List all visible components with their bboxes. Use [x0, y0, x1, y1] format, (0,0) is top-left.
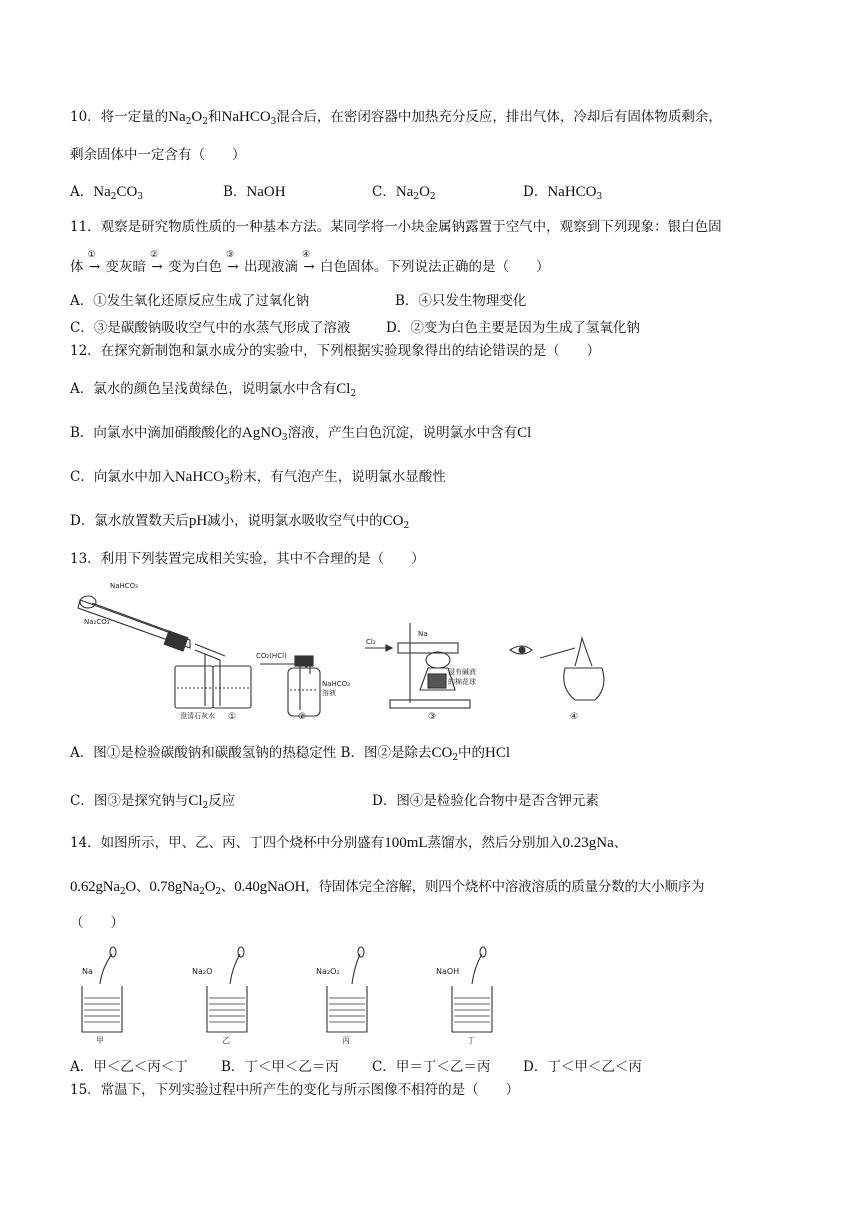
beaker-1	[82, 947, 122, 1032]
q11-option-c: C．③是碳酸钠吸收空气中的水蒸气形成了溶液	[70, 320, 351, 336]
beaker-3	[327, 947, 367, 1032]
q14-stem-line1: 14．如图所示，甲、乙、丙、丁四个烧杯中分别盛有100mL蒸馏水，然后分别加入0.23gNa、	[70, 835, 628, 851]
label-cotton: 的棉花球	[448, 678, 476, 686]
label-solution: 溶液	[322, 689, 336, 697]
q11-option-d: D．②变为白色主要是因为生成了氢氧化钠	[386, 320, 640, 336]
beaker-2-name: 乙	[222, 1036, 230, 1045]
label-limewater: 澄清石灰水	[180, 712, 215, 720]
q13-option-a-b	[70, 744, 510, 762]
q13-option-a: A．图①是检验碳酸钠和碳酸氢钠的热稳定性	[70, 745, 337, 761]
q10-text: 10．将一定量的	[70, 109, 169, 125]
q12-option-b: B．向氯水中滴加硝酸酸化的AgNO$_3$溶液，产生白色沉淀，说明氯水中含有Cl	[70, 425, 532, 443]
subscript: 3	[270, 117, 277, 127]
q10-option-c: C．$Na_2O_2$	[372, 184, 436, 202]
beaker-2	[207, 947, 247, 1032]
chem-formula: NaHCO	[221, 109, 271, 125]
q10-stem-line2: 剩余固体中一定含有（ ）	[70, 147, 246, 163]
q13-stem: 13．利用下列装置完成相关实验，其中不合理的是（ ）	[70, 551, 425, 567]
beaker-4-label: NaOH	[436, 967, 460, 976]
q14-beakers-figure	[72, 946, 512, 1046]
chem-formula: Na	[168, 109, 186, 125]
q14-option-a: A．甲＜乙＜丙＜丁	[70, 1059, 188, 1075]
apparatus-2	[260, 656, 320, 716]
q13-option-d: D．图④是检验化合物中是否含钾元素	[372, 793, 599, 809]
beaker-4-name: 丁	[467, 1036, 475, 1045]
arrow-step-4: ④ →	[302, 250, 315, 275]
q10-option-d: D．NaHCO$_3$	[523, 184, 603, 202]
apparatus-4	[510, 638, 604, 700]
beaker-4	[452, 947, 492, 1032]
q14-option-d: D．丁＜甲＜乙＜丙	[523, 1059, 642, 1075]
q15-stem: 15．常温下，下列实验过程中所产生的变化与所示图像不相符的是（ ）	[70, 1082, 520, 1098]
q10-text: 混合后，在密闭容器中加热充分反应，排出气体，冷却后有固体物质剩余，	[276, 109, 722, 125]
subscript: 2	[185, 117, 192, 127]
q11-stem-line2: 体 ① → 变灰暗 ② → 变为白色 ③ → 出现液滴 ④ → 白色固体。下列说法正确的是（ ）	[70, 250, 550, 275]
arrow-step-3: ③ →	[226, 250, 239, 275]
figure-number-1: ①	[228, 712, 237, 722]
label-nahco3: NaHCO₃	[110, 582, 138, 590]
q14-option-c: C．甲＝丁＜乙＝丙	[372, 1059, 491, 1075]
q13-option-b: B．图②是除去$CO_2$中的HCl	[340, 745, 511, 763]
q11-option-b: B．④只发生物理变化	[395, 293, 527, 309]
figure-number-3: ③	[428, 712, 437, 722]
label-na: Na	[418, 630, 428, 638]
figure-number-2: ②	[298, 712, 307, 722]
q14-stem-line3: （ ）	[70, 915, 124, 931]
beaker-3-name: 丙	[342, 1036, 350, 1045]
q12-option-d: D．氯水放置数天后pH减小，说明氯水吸收空气中的$CO_2$	[70, 513, 410, 531]
q14-option-b: B．丁＜甲＜乙＝丙	[221, 1059, 339, 1075]
arrow-step-1: ① →	[87, 250, 101, 275]
beaker-1-name: 甲	[96, 1036, 104, 1045]
q13-option-c: C．图③是探究钠与$Cl_2$反应	[70, 793, 236, 811]
label-na2co3: Na₂CO₃	[84, 618, 110, 626]
q11-stem-line1: 11．观察是研究物质性质的一种基本方法。某同学将一小块金属钠露置于空气中，观察到下列现象：银白色固	[70, 219, 722, 235]
beaker-2-label: Na₂O	[192, 967, 213, 976]
beaker-1-label: Na	[82, 967, 93, 976]
q12-stem: 12．在探究新制饱和氯水成分的实验中，下列根据实验现象得出的结论错误的是（ ）	[70, 343, 601, 359]
figure-number-4: ④	[570, 712, 579, 722]
q13-apparatus-figure	[70, 578, 610, 723]
q12-option-c: C．向氯水中加入NaHCO$_3$粉末，有气泡产生，说明氯水显酸性	[70, 469, 446, 487]
q10-stem-line1	[70, 108, 722, 126]
arrow-step-2: ② →	[150, 250, 163, 275]
beaker-3-label: Na₂O₂	[316, 967, 340, 976]
label-cl2: Cl₂	[366, 638, 376, 646]
q11-option-a: A．①发生氧化还原反应生成了过氧化钠	[70, 293, 310, 309]
label-nahco3-solution: NaHCO₃	[322, 680, 350, 688]
label-alkali: 浸有碱液	[448, 668, 476, 676]
q10-text: 和	[208, 109, 222, 125]
q10-option-a: A．$Na_2CO_3$	[70, 184, 144, 202]
subscript: 2	[202, 117, 208, 127]
label-co2-hcl: CO₂(HCl)	[256, 652, 287, 660]
apparatus-1	[78, 596, 251, 708]
chem-formula: O	[191, 109, 203, 125]
q12-option-a: A．氯水的颜色呈浅黄绿色，说明氯水中含有$Cl_2$	[70, 381, 357, 399]
q10-option-b: B．NaOH	[223, 184, 286, 200]
q14-stem-line2: 0.62gNa$_2$O、$0.78gNa_2O_2$、0.40gNaOH，待固体完全溶解，则四个烧杯中溶液溶质的质量分数的大小顺序为	[70, 879, 705, 897]
